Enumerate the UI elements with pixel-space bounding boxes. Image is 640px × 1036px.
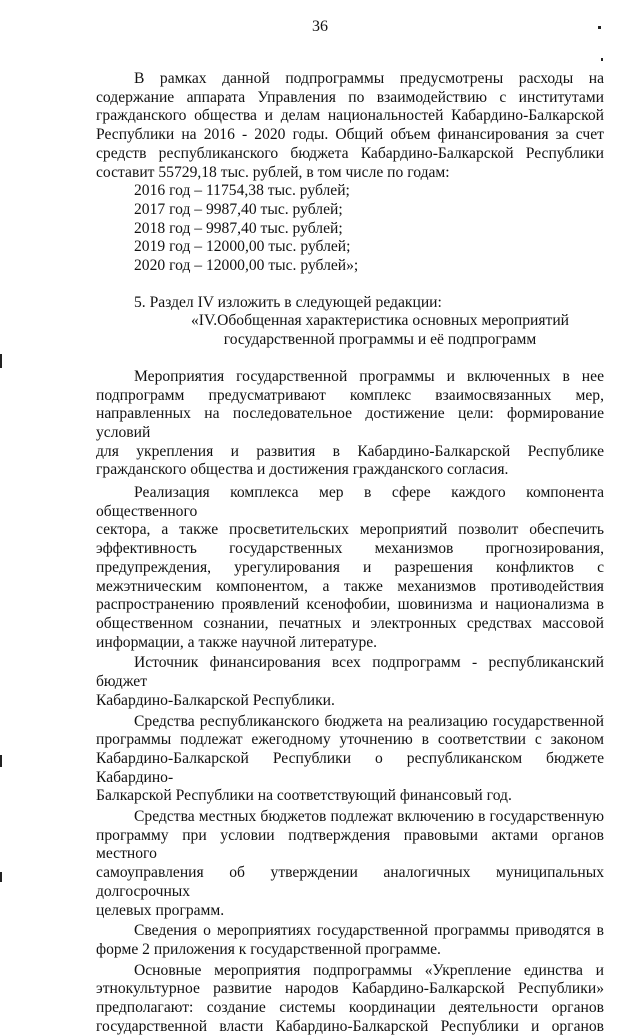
section-heading-line: «IV.Обобщенная характеристика основных мероприятий: [190, 312, 570, 330]
scan-edge-mark: [0, 872, 2, 882]
amendment-item: 5. Раздел IV изложить в следующей редакции:: [134, 293, 442, 311]
list-item: 2017 год – 9987,40 тыс. рублей;: [134, 200, 343, 218]
text-line: направленных на последовательное достижение цели: формирование условий: [96, 405, 604, 441]
text-line: гражданского общества и делам национальностей Кабардино-Балкарской: [96, 107, 604, 125]
text-line: Источник финансирования всех подпрограмм - республиканский бюджет: [96, 654, 604, 691]
text-line: государственной власти Кабардино-Балкарской Республики и органов: [96, 1017, 604, 1035]
paragraph-source: [96, 654, 604, 710]
text-line: Средства республиканского бюджета на реализацию государственной: [134, 712, 604, 730]
text-line: общественном сознании, печатных и электронных средствах массовой: [96, 614, 604, 632]
scan-edge-mark: [0, 354, 2, 368]
text-line: Сведения о мероприятиях государственной программы приводятся в: [134, 922, 604, 940]
paragraph-form2: [96, 922, 604, 959]
text-line: программы подлежат ежегодному уточнению в соответствии с законом: [96, 731, 604, 749]
text-line: информации, а также научной литературе.: [96, 633, 378, 651]
text-line: программу при условии подтверждения правовыми актами органов местного: [96, 826, 604, 863]
text-line: Основные мероприятия подпрограммы «Укрепление единства и: [134, 961, 604, 979]
text-line: Средства местных бюджетов подлежат включению в государственную: [134, 808, 604, 826]
text-line: этнокультурное развитие народов Кабардино-Балкарской Республики»: [96, 980, 604, 998]
paragraph-measures: [96, 484, 604, 652]
text-line: эффективность государственных механизмов прогнозирования,: [96, 540, 604, 558]
text-line: подпрограмм предусматривают комплекс взаимосвязанных мер,: [96, 386, 604, 404]
paragraph-subprogram: [96, 962, 604, 1036]
list-item: 2018 год – 9987,40 тыс. рублей;: [134, 219, 343, 237]
paragraph-funding: [96, 70, 604, 182]
text-line: для укрепления и развития в Кабардино-Балкарской Республике: [96, 442, 604, 460]
text-line: составит 55729,18 тыс. рублей, в том числе по годам:: [96, 163, 450, 181]
section-heading: [96, 312, 604, 349]
text-line: предполагают: создание системы координации деятельности органов: [96, 999, 604, 1017]
paragraph-goals: [96, 368, 604, 480]
paragraph-budget: [96, 713, 604, 807]
text-line: средств республиканского бюджета Кабардино-Балкарской Республики: [96, 144, 604, 162]
funding-by-year-list: [96, 182, 604, 276]
text-line: предупреждения, урегулирования и разрешения конфликтов с: [96, 558, 604, 576]
text-line: содержание аппарата Управления по взаимодействию с институтами: [96, 88, 604, 106]
text-line: самоуправления об утверждении аналогичных муниципальных долгосрочных: [96, 864, 604, 900]
text-line: Кабардино-Балкарской Республики.: [96, 691, 335, 709]
text-line: целевых программ.: [96, 901, 225, 919]
page-number: 36: [312, 18, 328, 35]
list-item: 2019 год – 12000,00 тыс. рублей;: [134, 238, 351, 256]
text-line: Республики на 2016 - 2020 годы. Общий объем финансирования за счет: [96, 126, 604, 144]
scan-edge-mark: [0, 755, 2, 767]
text-line: форме 2 приложения к государственной программе.: [96, 940, 441, 958]
text-line: Балкарской Республики на соответствующий финансовый год.: [96, 787, 512, 805]
text-line: Кабардино-Балкарской Республики о республиканском бюджете Кабардино-: [96, 749, 604, 786]
list-item: 2016 год – 11754,38 тыс. рублей;: [134, 182, 350, 200]
text-line: Реализация комплекса мер в сфере каждого компонента общественного: [96, 484, 604, 520]
text-line: гражданского общества и достижения гражданского согласия.: [96, 461, 509, 479]
paragraph-local-budgets: [96, 808, 604, 920]
text-line: межэтническим компонентом, а также механизмов противодействия: [96, 577, 604, 595]
text-line: Мероприятия государственной программы и включенных в нее: [134, 367, 604, 385]
list-item: 2020 год – 12000,00 тыс. рублей»;: [134, 257, 359, 275]
section-heading-line: государственной программы и её подпрограмм: [223, 331, 537, 349]
text-line: В рамках данной подпрограммы предусмотрены расходы на: [134, 70, 604, 87]
scan-speck: [601, 58, 603, 61]
scan-speck: [598, 26, 601, 29]
text-line: сектора, а также просветительских мероприятий позволит обеспечить: [96, 521, 604, 539]
document-body: [96, 70, 604, 1036]
text-line: распространению проявлений ксенофобии, шовинизма и национализма в: [96, 596, 604, 614]
